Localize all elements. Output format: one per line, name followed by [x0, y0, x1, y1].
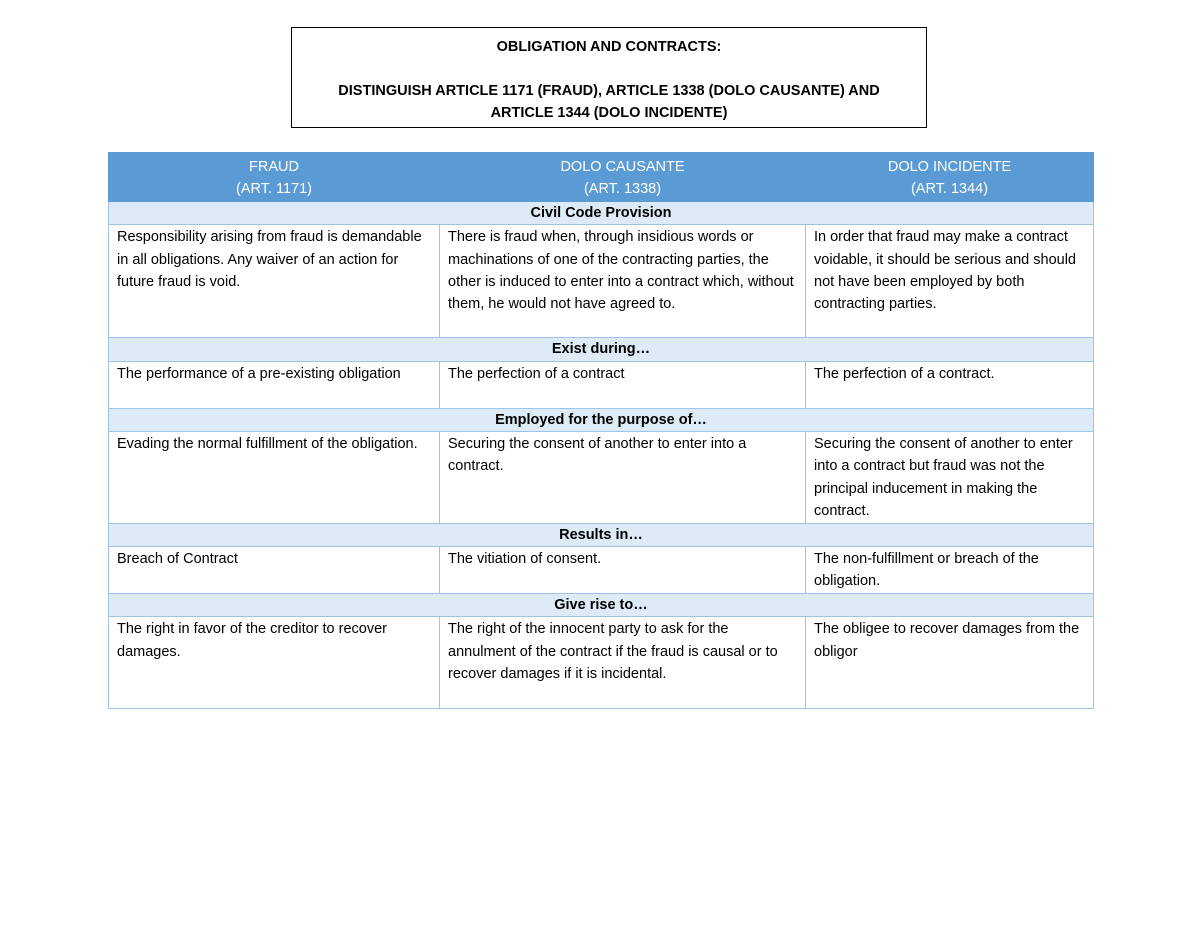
table-cell: In order that fraud may make a contract voidable, it should be serious and should not have been employed by both contracting parties. [806, 225, 1094, 338]
title-line-3: ARTICLE 1344 (DOLO INCIDENTE) [490, 105, 728, 121]
table-cell: Breach of Contract [109, 547, 440, 594]
section-row [109, 408, 1094, 431]
header-dolo-causante [440, 153, 806, 202]
table-row [109, 225, 1094, 338]
header-article: (ART. 1344) [910, 181, 989, 198]
table-cell: The right of the innocent party to ask for the annulment of the contract if the fraud is causal or to recover damages if it is incidental. [440, 617, 806, 709]
section-row [109, 594, 1094, 617]
table-cell: The non-fulfillment or breach of the obligation. [806, 547, 1094, 594]
header-fraud [109, 153, 440, 202]
title-spacer [292, 58, 926, 80]
table-row [109, 432, 1094, 524]
table-cell: The perfection of a contract. [806, 361, 1094, 408]
section-label: Results in… [109, 523, 1094, 546]
title-line-2: DISTINGUISH ARTICLE 1171 (FRAUD), ARTICLE 1338 (DOLO CAUSANTE) AND [338, 83, 880, 99]
title-line-1: OBLIGATION AND CONTRACTS: [496, 39, 722, 55]
section-row [109, 338, 1094, 361]
header-dolo-incidente [806, 153, 1094, 202]
header-name: DOLO INCIDENTE [887, 159, 1012, 175]
table-cell: There is fraud when, through insidious words or machinations of one of the contracting parties, the other is induced to enter into a contract which, without them, he would not have agreed to. [440, 225, 806, 338]
table-row [109, 617, 1094, 709]
section-row [109, 201, 1094, 224]
table-row [109, 547, 1094, 594]
document-title-box [291, 27, 927, 128]
header-article: (ART. 1338) [583, 181, 662, 198]
table-cell: The obligee to recover damages from the obligor [806, 617, 1094, 709]
table-cell: The performance of a pre-existing obligation [109, 361, 440, 408]
section-label: Civil Code Provision [109, 201, 1094, 224]
table-cell: Securing the consent of another to enter into a contract but fraud was not the principal inducement in making the contract. [806, 432, 1094, 524]
table-cell: Responsibility arising from fraud is demandable in all obligations. Any waiver of an action for future fraud is void. [109, 225, 440, 338]
section-label: Exist during… [109, 338, 1094, 361]
section-label: Give rise to… [109, 594, 1094, 617]
comparison-table [108, 152, 1094, 709]
header-name: FRAUD [249, 159, 299, 175]
section-row [109, 523, 1094, 546]
header-row [109, 153, 1094, 202]
table-cell: The vitiation of consent. [440, 547, 806, 594]
table-cell: The perfection of a contract [440, 361, 806, 408]
table-row [109, 361, 1094, 408]
header-name: DOLO CAUSANTE [560, 159, 685, 175]
table-cell: Evading the normal fulfillment of the obligation. [109, 432, 440, 524]
table-cell: Securing the consent of another to enter into a contract. [440, 432, 806, 524]
table-cell: The right in favor of the creditor to recover damages. [109, 617, 440, 709]
header-article: (ART. 1171) [235, 181, 313, 198]
section-label: Employed for the purpose of… [109, 408, 1094, 431]
